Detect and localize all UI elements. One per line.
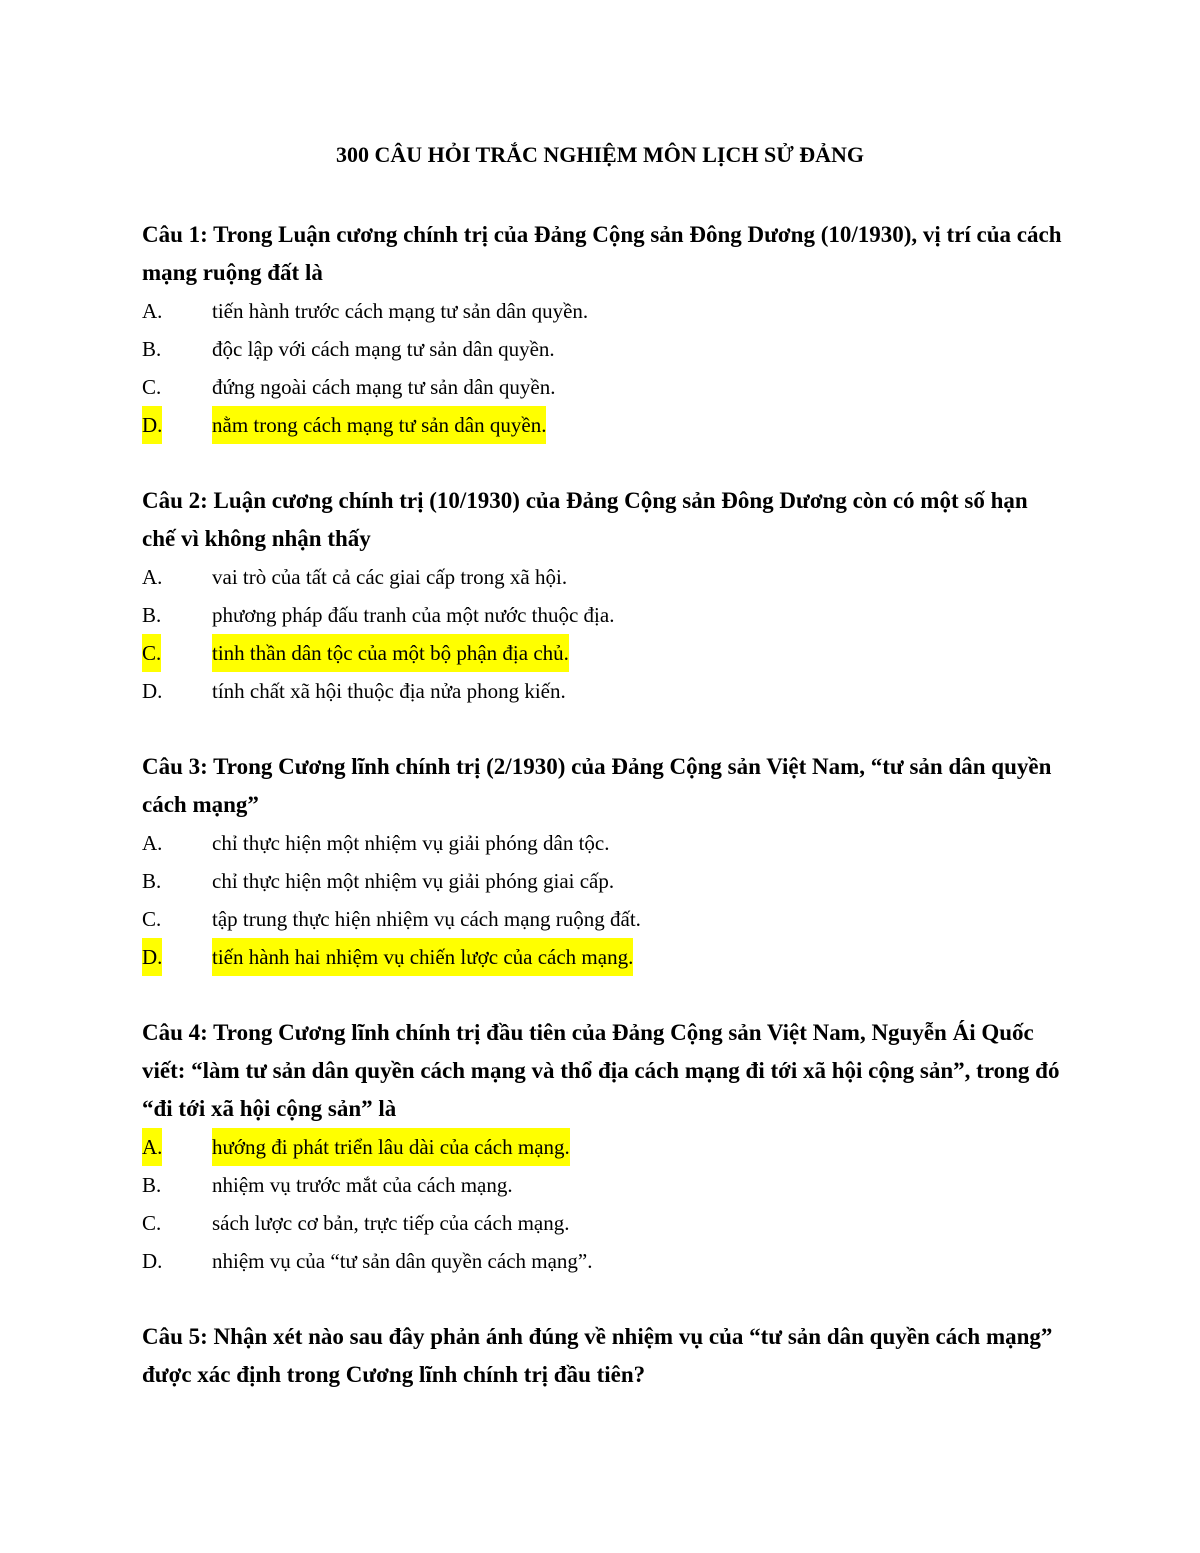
- option-label: C.: [142, 375, 162, 399]
- question-2: [142, 482, 1062, 710]
- option-label: D.: [142, 679, 163, 703]
- option-text: đứng ngoài cách mạng tư sản dân quyền.: [212, 375, 556, 399]
- option-c: [142, 900, 1062, 938]
- question-4: [142, 1014, 1062, 1280]
- option-text: tập trung thực hiện nhiệm vụ cách mạng ruộng đất.: [212, 907, 641, 931]
- option-label: D.: [142, 406, 162, 444]
- option-text: độc lập với cách mạng tư sản dân quyền.: [212, 337, 555, 361]
- option-label: A.: [142, 831, 163, 855]
- option-label: B.: [142, 337, 162, 361]
- option-label: A.: [142, 565, 163, 589]
- option-b: [142, 862, 1062, 900]
- option-b: [142, 1166, 1062, 1204]
- option-text: tính chất xã hội thuộc địa nửa phong kiến.: [212, 679, 566, 703]
- question-text: Câu 2: Luận cương chính trị (10/1930) của Đảng Cộng sản Đông Dương còn có một số hạn chế vì không nhận thấy: [142, 488, 1028, 551]
- document-title: 300 CÂU HỎI TRẮC NGHIỆM MÔN LỊCH SỬ ĐẢNG: [335, 142, 865, 167]
- question-text: Câu 1: Trong Luận cương chính trị của Đảng Cộng sản Đông Dương (10/1930), vị trí của cách mạng ruộng đất là: [142, 222, 1062, 285]
- option-label: D.: [142, 938, 162, 976]
- option-a: [142, 558, 1062, 596]
- option-c: [142, 368, 1062, 406]
- option-label: B.: [142, 603, 162, 627]
- option-b: [142, 596, 1062, 634]
- question-text: Câu 3: Trong Cương lĩnh chính trị (2/1930) của Đảng Cộng sản Việt Nam, “tư sản dân quyền cách mạng”: [142, 754, 1052, 817]
- option-a: [142, 1128, 1062, 1166]
- option-c: [142, 634, 1062, 672]
- option-text: nằm trong cách mạng tư sản dân quyền.: [212, 406, 546, 444]
- option-label: C.: [142, 907, 162, 931]
- option-text: tinh thần dân tộc của một bộ phận địa chủ.: [212, 634, 569, 672]
- option-b: [142, 330, 1062, 368]
- option-text: nhiệm vụ của “tư sản dân quyền cách mạng”.: [212, 1249, 593, 1273]
- option-text: sách lược cơ bản, trực tiếp của cách mạng.: [212, 1211, 570, 1235]
- option-d: [142, 406, 1062, 444]
- option-label: C.: [142, 634, 161, 672]
- option-text: chỉ thực hiện một nhiệm vụ giải phóng dân tộc.: [212, 831, 610, 855]
- option-text: tiến hành trước cách mạng tư sản dân quyền.: [212, 299, 589, 323]
- option-a: [142, 824, 1062, 862]
- option-label: B.: [142, 1173, 162, 1197]
- option-text: hướng đi phát triển lâu dài của cách mạng.: [212, 1128, 570, 1166]
- option-text: chỉ thực hiện một nhiệm vụ giải phóng giai cấp.: [212, 869, 615, 893]
- option-d: [142, 938, 1062, 976]
- option-text: tiến hành hai nhiệm vụ chiến lược của cách mạng.: [212, 938, 633, 976]
- question-1: [142, 216, 1062, 444]
- question-5: [142, 1318, 1062, 1394]
- option-c: [142, 1204, 1062, 1242]
- question-3: [142, 748, 1062, 976]
- option-text: vai trò của tất cả các giai cấp trong xã hội.: [212, 565, 568, 589]
- option-label: D.: [142, 1249, 163, 1273]
- option-text: phương pháp đấu tranh của một nước thuộc địa.: [212, 603, 615, 627]
- option-label: B.: [142, 869, 162, 893]
- option-label: C.: [142, 1211, 162, 1235]
- option-label: A.: [142, 299, 163, 323]
- question-text: Câu 5: Nhận xét nào sau đây phản ánh đúng về nhiệm vụ của “tư sản dân quyền cách mạng” được xác định trong Cương lĩnh chính trị đầu tiên?: [142, 1324, 1053, 1387]
- option-a: [142, 292, 1062, 330]
- option-d: [142, 672, 1062, 710]
- option-label: A.: [142, 1128, 162, 1166]
- question-text: Câu 4: Trong Cương lĩnh chính trị đầu tiên của Đảng Cộng sản Việt Nam, Nguyễn Ái Quốc viết: “làm tư sản dân quyền cách mạng và thổ địa cách mạng đi tới xã hội cộng sản”, trong đó “đi tới xã hội cộng sản” là: [142, 1020, 1060, 1121]
- option-d: [142, 1242, 1062, 1280]
- option-text: nhiệm vụ trước mắt của cách mạng.: [212, 1173, 513, 1197]
